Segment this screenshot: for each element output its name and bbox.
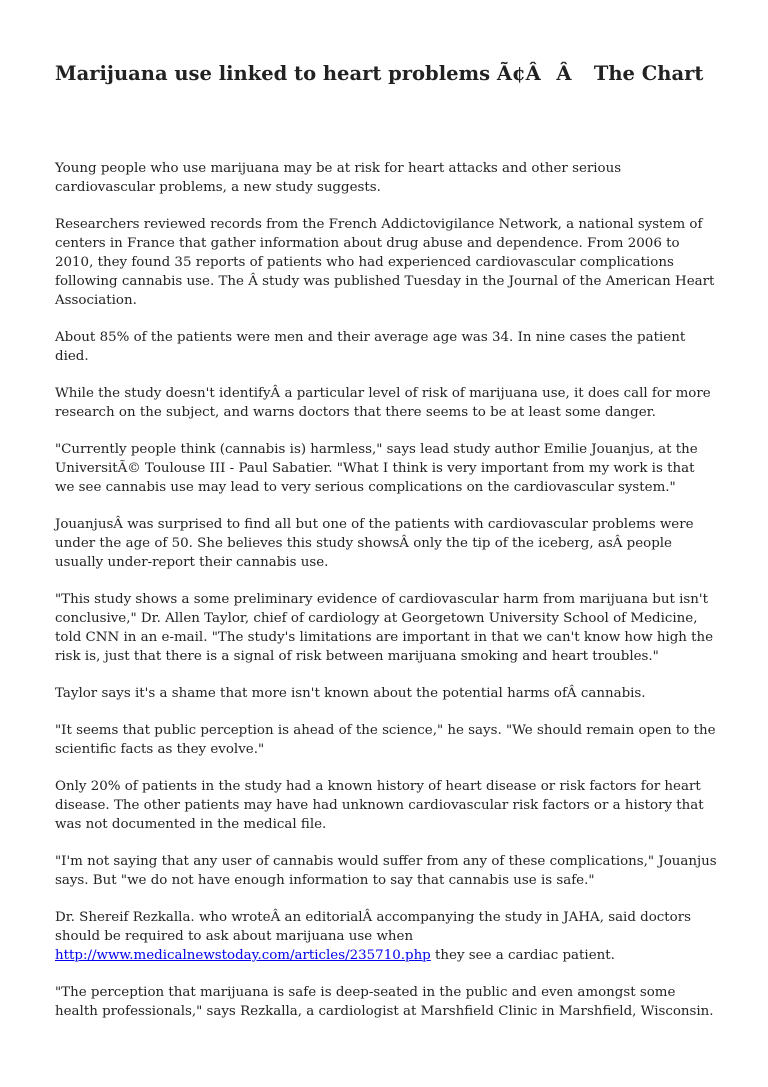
article-body bbox=[55, 159, 717, 1039]
paragraph-risk-level: While the study doesn't identifyÂ a particular level of risk of marijuana use, it does call for more research on the subject, and warns doctors that there seems to be at least some danger. bbox=[55, 386, 711, 420]
paragraph-final: "The perception that marijuana is safe is deep-seated in the public and even amongst some health professionals," says Rezkalla, a cardiologist at Marshfield Clinic in Marshfield, Wisconsin. bbox=[55, 985, 714, 1019]
paragraph-age-finding: JouanjusÂ was surprised to find all but one of the patients with cardiovascular problems were under the age of 50. She believes this study showsÂ only the tip of the iceberg, asÂ people usually under-report their cannabis use. bbox=[55, 517, 694, 570]
paragraph-history: Only 20% of patients in the study had a known history of heart disease or risk factors for heart disease. The other patients may have had unknown cardiovascular risk factors or a history that was not documented in the medical file. bbox=[55, 779, 704, 832]
paragraph-jouanjus-safe: "I'm not saying that any user of cannabis would suffer from any of these complications," Jouanjus says. But "we do not have enough information to say that cannabis use is safe." bbox=[55, 854, 717, 888]
paragraph-rezkalla bbox=[55, 908, 717, 965]
medicalnewstoday-link[interactable]: http://www.medicalnewstoday.com/articles/235710.php bbox=[55, 948, 431, 963]
paragraph-taylor-quote: "This study shows a some preliminary evidence of cardiovascular harm from marijuana but isn't conclusive," Dr. Allen Taylor, chief of cardiology at Georgetown University School of Medicine, told CNN in an e-mail. "The study's limitations are important in that we can't know how high the risk is, just that there is a signal of risk between marijuana smoking and heart troubles." bbox=[55, 592, 714, 664]
paragraph-researchers: Researchers reviewed records from the French Addictovigilance Network, a national system of centers in France that gather information about drug abuse and dependence. From 2006 to 2010, they found 35 reports of patients who had experienced cardiovascular complications following cannabis use. The Â study was published Tuesday in the Journal of the American Heart Association. bbox=[55, 217, 715, 308]
paragraph-demographics: About 85% of the patients were men and their average age was 34. In nine cases the patient died. bbox=[55, 330, 686, 364]
paragraph-taylor-shame: Taylor says it's a shame that more isn't known about the potential harms ofÂ cannabis. bbox=[55, 686, 646, 701]
paragraph-intro: Young people who use marijuana may be at risk for heart attacks and other serious cardiovascular problems, a new study suggests. bbox=[55, 161, 622, 195]
rezkalla-text-before: Dr. Shereif Rezkalla. who wroteÂ an editorialÂ accompanying the study in JAHA, said doctors should be required to ask about marijuana use when bbox=[55, 910, 692, 944]
paragraph-jouanjus-quote: "Currently people think (cannabis is) harmless," says lead study author Emilie Jouanjus, at the UniversitÃ© Toulouse III - Paul Sabatier. "What I think is very important from my work is that we see cannabis use may lead to very serious complications on the cardiovascular system." bbox=[55, 442, 698, 495]
rezkalla-text-after: they see a cardiac patient. bbox=[430, 948, 615, 963]
article-title: Marijuana use linked to heart problems Ã¢ÂÂ The Chart bbox=[55, 62, 704, 85]
paragraph-public-perception: "It seems that public perception is ahead of the science," he says. "We should remain open to the scientific facts as they evolve." bbox=[55, 723, 716, 757]
